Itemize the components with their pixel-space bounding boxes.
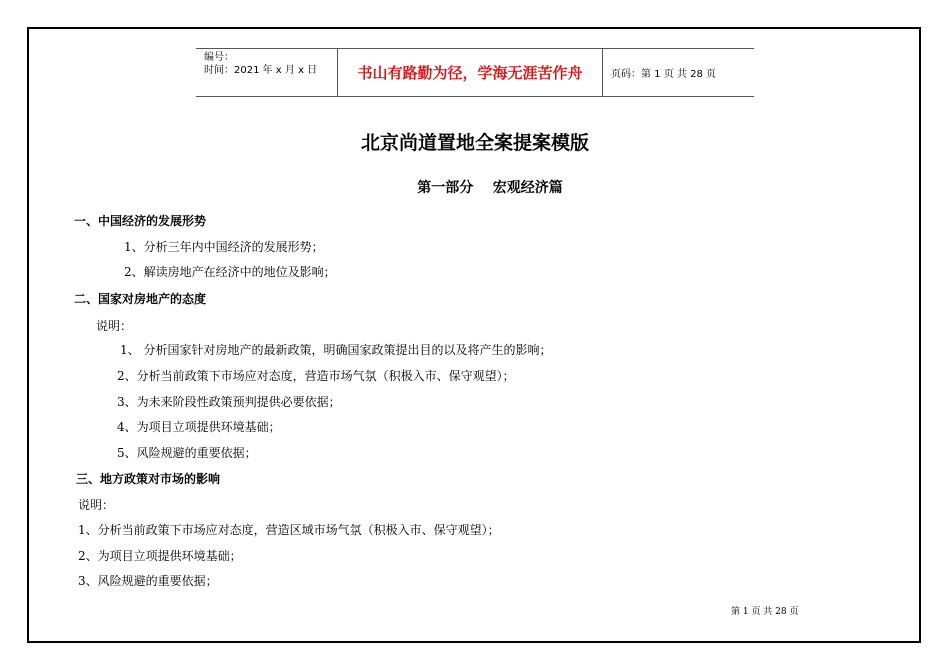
list-item: 4、为项目立项提供环境基础；: [117, 420, 281, 434]
time-label: 时间：2021 年 x 月 x 日: [204, 65, 318, 76]
header-meta: [196, 49, 338, 96]
list-item: 1、分析三年内中国经济的发展形势；: [124, 240, 324, 254]
list-item: 2、分析当前政策下市场应对态度，营造市场气氛（积极入市、保守观望）；: [117, 369, 515, 383]
section-heading: 二、国家对房地产的态度: [74, 292, 207, 306]
page-footer: 第 1 页 共 28 页: [731, 607, 799, 617]
part-title: 第一部分 宏观经济篇: [417, 180, 563, 196]
list-item: 3、风险规避的重要依据；: [78, 574, 218, 588]
section-note: 说明：: [78, 498, 115, 512]
section-heading: 三、地方政策对市场的影响: [76, 472, 221, 486]
list-item: 1、分析当前政策下市场应对态度，营造区域市场气氛（积极入市、保守观望）；: [78, 523, 500, 537]
section-heading: 一、中国经济的发展形势: [74, 214, 207, 228]
number-label: 编号：: [204, 52, 234, 63]
header-motto: 书山有路勤为径，学海无涯苦作舟: [338, 49, 603, 96]
header-page-code: 页码：第 1 页 共 28 页: [611, 69, 716, 80]
list-item: 5、风险规避的重要依据；: [117, 446, 257, 460]
list-item: 3、为未来阶段性政策预判提供必要依据；: [117, 395, 341, 409]
header-table: [196, 48, 754, 97]
document-title: 北京尚道置地全案提案模版: [360, 132, 589, 154]
section-note: 说明：: [96, 319, 133, 333]
list-item: 2、为项目立项提供环境基础；: [78, 549, 242, 563]
list-item: 2、解读房地产在经济中的地位及影响；: [124, 265, 336, 279]
list-item: 1、 分析国家针对房地产的最新政策，明确国家政策提出目的以及将产生的影响；: [120, 343, 552, 357]
